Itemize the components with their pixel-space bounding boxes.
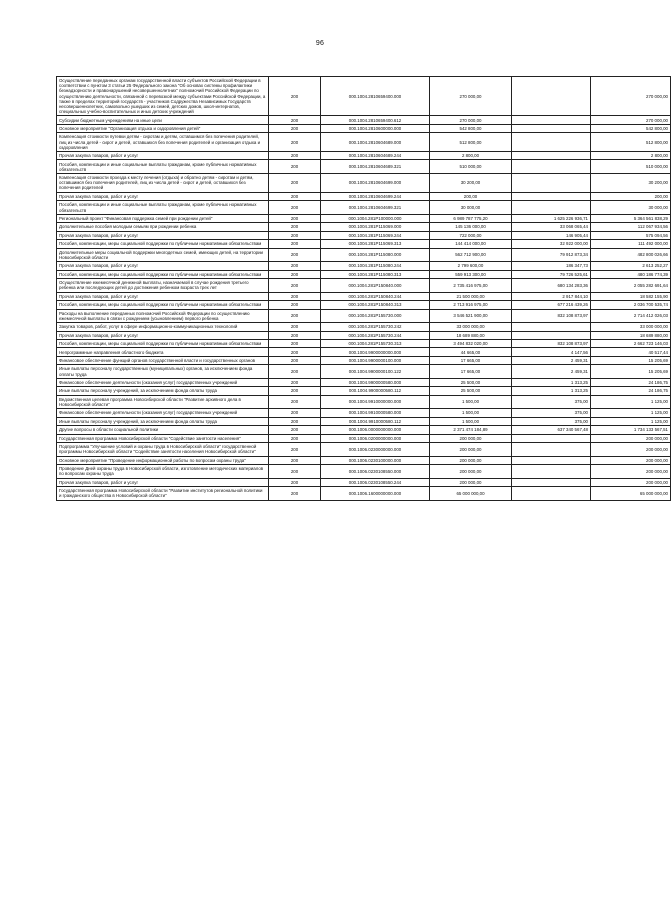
table-row (57, 323, 671, 331)
table-row (57, 331, 671, 339)
row-remaining-cell: 1 125,00 (591, 395, 671, 409)
row-classification-cell: 000.1006.0200000000.000 (321, 434, 430, 442)
row-approved-cell: 510 000,00 (430, 160, 512, 174)
row-code-cell: 200 (269, 465, 321, 479)
row-executed-cell: 79 912 873,34 (512, 248, 591, 262)
row-remaining-cell: 40 517,44 (591, 348, 671, 356)
row-remaining-cell: 18 582 155,90 (591, 292, 671, 300)
row-code-cell: 200 (269, 192, 321, 200)
row-executed-cell (512, 323, 591, 331)
row-classification-cell: 000.1004.9910000580.000 (321, 409, 430, 417)
row-executed-cell (512, 160, 591, 174)
row-remaining-cell: 2 714 412 026,03 (591, 309, 671, 323)
row-executed-cell: 680 134 283,36 (512, 279, 591, 293)
row-classification-cell: 000.1004.281P150840.313 (321, 301, 430, 309)
row-classification-cell: 000.1004.281P115080.313 (321, 270, 430, 278)
table-row (57, 456, 671, 464)
row-executed-cell: 1 625 226 936,71 (512, 214, 591, 222)
row-code-cell: 200 (269, 426, 321, 434)
row-classification-cell: 000.1004.281P115069.244 (321, 231, 430, 239)
row-remaining-cell: 1 125,00 (591, 417, 671, 425)
row-name-cell: Пособия, компенсации, меры социальной поддержки по публичным нормативным обязательствам (57, 301, 269, 309)
row-name-cell: Пособия, компенсации, меры социальной поддержки по публичным нормативным обязательствам (57, 270, 269, 278)
row-remaining-cell: 15 205,69 (591, 365, 671, 379)
table-row (57, 434, 671, 442)
row-remaining-cell: 30 200,00 (591, 174, 671, 193)
table-row (57, 270, 671, 278)
row-approved-cell: 44 665,00 (430, 348, 512, 356)
row-name-cell: Прочая закупка товаров, работ и услуг (57, 262, 269, 270)
table-row (57, 409, 671, 417)
row-classification-cell: 000.1004.2810659400.612 (321, 116, 430, 124)
row-classification-cell: 000.1006.0000000000.000 (321, 426, 430, 434)
row-approved-cell: 200,00 (430, 192, 512, 200)
row-executed-cell: 832 108 873,97 (512, 309, 591, 323)
row-remaining-cell: 1 734 133 567,51 (591, 426, 671, 434)
row-classification-cell: 000.1004.281P115069.313 (321, 240, 430, 248)
row-approved-cell: 200 000,00 (430, 478, 512, 486)
table-row (57, 174, 671, 193)
row-remaining-cell: 15 205,69 (591, 356, 671, 364)
row-code-cell: 200 (269, 487, 321, 501)
row-approved-cell: 33 000 000,00 (430, 323, 512, 331)
table-row (57, 348, 671, 356)
table-row (57, 378, 671, 386)
row-classification-cell: 000.1004.281P155730.313 (321, 339, 430, 347)
row-executed-cell: 677 216 439,26 (512, 301, 591, 309)
row-code-cell: 200 (269, 331, 321, 339)
table-row (57, 292, 671, 300)
row-name-cell: Непрограммные направления областного бюджета (57, 348, 269, 356)
row-name-cell: Дополнительные пособия молодым семьям при рождении ребенка (57, 223, 269, 231)
row-approved-cell: 21 500 000,00 (430, 292, 512, 300)
row-executed-cell (512, 152, 591, 160)
row-approved-cell: 542 800,00 (430, 124, 512, 132)
row-classification-cell: 000.1006.0230108550.000 (321, 465, 430, 479)
row-approved-cell: 200 000,00 (430, 443, 512, 457)
row-code-cell: 200 (269, 77, 321, 116)
row-remaining-cell: 510 000,00 (591, 160, 671, 174)
table-row (57, 301, 671, 309)
row-classification-cell: 000.1006.0230000000.000 (321, 443, 430, 457)
table-row (57, 77, 671, 116)
row-approved-cell: 17 665,00 (430, 356, 512, 364)
row-classification-cell: 000.1004.2810604689.244 (321, 152, 430, 160)
row-name-cell: Иные выплаты персоналу учреждений, за исключением фонда оплаты труда (57, 387, 269, 395)
row-executed-cell: 4 147,56 (512, 348, 591, 356)
row-name-cell: Закупка товаров, работ, услуг в сфере информационно-коммуникационных технологий (57, 323, 269, 331)
row-name-cell: Прочая закупка товаров, работ и услуг (57, 192, 269, 200)
row-executed-cell (512, 478, 591, 486)
row-name-cell: Иные выплаты персоналу учреждений, за исключением фонда оплаты труда (57, 417, 269, 425)
row-code-cell: 200 (269, 124, 321, 132)
table-row (57, 356, 671, 364)
row-name-cell: Другие вопросы в области социальной политики (57, 426, 269, 434)
row-remaining-cell: 542 800,00 (591, 124, 671, 132)
row-classification-cell: 000.1004.281P155730.242 (321, 323, 430, 331)
row-name-cell: Пособия, компенсации, меры социальной поддержки по публичным нормативным обязательствам (57, 339, 269, 347)
row-approved-cell: 559 913 300,00 (430, 270, 512, 278)
row-name-cell: Проведение Дней охраны труда в Новосибирской области, изготовление методических материалов по вопросам охраны труда (57, 465, 269, 479)
row-approved-cell: 3 546 521 900,00 (430, 309, 512, 323)
row-name-cell: Прочая закупка товаров, работ и услуг (57, 292, 269, 300)
row-classification-cell: 000.1004.2810604699.321 (321, 201, 430, 215)
row-remaining-cell: 200,00 (591, 192, 671, 200)
row-remaining-cell: 200 000,00 (591, 465, 671, 479)
table-row (57, 124, 671, 132)
table-row (57, 478, 671, 486)
row-approved-cell: 562 712 900,00 (430, 248, 512, 262)
row-classification-cell: 000.1004.9900000100.122 (321, 365, 430, 379)
row-remaining-cell: 112 067 934,56 (591, 223, 671, 231)
row-code-cell: 200 (269, 248, 321, 262)
row-executed-cell: 146 905,44 (512, 231, 591, 239)
row-remaining-cell: 270 000,00 (591, 77, 671, 116)
row-remaining-cell: 480 186 774,39 (591, 270, 671, 278)
row-name-cell: Прочая закупка товаров, работ и услуг (57, 331, 269, 339)
row-code-cell: 200 (269, 270, 321, 278)
row-code-cell: 200 (269, 395, 321, 409)
table-row (57, 133, 671, 152)
row-code-cell: 200 (269, 292, 321, 300)
row-approved-cell: 2 371 474 184,89 (430, 426, 512, 434)
row-executed-cell (512, 124, 591, 132)
row-name-cell: Прочая закупка товаров, работ и услуг (57, 231, 269, 239)
row-approved-cell: 30 200,00 (430, 174, 512, 193)
row-classification-cell: 000.1004.2810600000.000 (321, 124, 430, 132)
row-name-cell: Компенсация стоимости проезда к месту лечения (отдыха) и обратно детям - сиротам и детям, оставшимся без попечения родителей, лиц из числа детей - сирот и детей, оставшихся без попечения родителей (57, 174, 269, 193)
row-approved-cell: 145 136 000,00 (430, 223, 512, 231)
row-executed-cell (512, 434, 591, 442)
row-code-cell: 200 (269, 378, 321, 386)
row-remaining-cell: 65 000 000,00 (591, 487, 671, 501)
row-executed-cell: 186 347,73 (512, 262, 591, 270)
row-approved-cell: 30 000,00 (430, 201, 512, 215)
row-name-cell: Государственная программа Новосибирской области "Развитие институтов региональной политики и гражданского общества в Новосибирской области" (57, 487, 269, 501)
row-code-cell: 200 (269, 214, 321, 222)
row-code-cell: 200 (269, 240, 321, 248)
row-remaining-cell: 270 000,00 (591, 116, 671, 124)
row-executed-cell (512, 465, 591, 479)
table-row (57, 309, 671, 323)
row-code-cell: 200 (269, 434, 321, 442)
table-row (57, 443, 671, 457)
row-approved-cell: 1 500,00 (430, 409, 512, 417)
row-name-cell: Финансовое обеспечение функций органов государственной власти и государственных органов (57, 356, 269, 364)
row-classification-cell: 000.1004.2810604689.321 (321, 160, 430, 174)
row-approved-cell: 270 000,00 (430, 116, 512, 124)
row-code-cell: 200 (269, 348, 321, 356)
table-row (57, 426, 671, 434)
row-approved-cell: 17 665,00 (430, 365, 512, 379)
row-approved-cell: 1 500,00 (430, 395, 512, 409)
row-code-cell: 200 (269, 133, 321, 152)
row-classification-cell: 000.1004.9900000000.000 (321, 348, 430, 356)
row-approved-cell: 200 000,00 (430, 456, 512, 464)
row-executed-cell (512, 487, 591, 501)
row-code-cell: 200 (269, 409, 321, 417)
table-row (57, 152, 671, 160)
row-executed-cell: 33 068 065,44 (512, 223, 591, 231)
row-executed-cell: 375,00 (512, 395, 591, 409)
row-code-cell: 200 (269, 116, 321, 124)
row-executed-cell (512, 443, 591, 457)
row-remaining-cell: 24 186,75 (591, 378, 671, 386)
row-name-cell: Прочая закупка товаров, работ и услуг (57, 478, 269, 486)
row-executed-cell: 2 459,31 (512, 365, 591, 379)
row-classification-cell: 000.1004.281P155730.244 (321, 331, 430, 339)
table-row (57, 223, 671, 231)
row-code-cell: 200 (269, 223, 321, 231)
row-code-cell: 200 (269, 152, 321, 160)
row-approved-cell: 65 000 000,00 (430, 487, 512, 501)
row-remaining-cell: 200 000,00 (591, 456, 671, 464)
row-remaining-cell: 5 364 561 838,29 (591, 214, 671, 222)
row-code-cell: 200 (269, 262, 321, 270)
table-row (57, 387, 671, 395)
row-executed-cell (512, 456, 591, 464)
row-approved-cell: 2 735 416 975,00 (430, 279, 512, 293)
row-name-cell: Осуществление ежемесячной денежной выплаты, назначаемой в случае рождения третьего ребенка или последующих детей до достижения ребенком возраста трех лет (57, 279, 269, 293)
table-row (57, 339, 671, 347)
row-approved-cell: 6 989 787 775,20 (430, 214, 512, 222)
row-classification-cell: 000.1004.2810604699.000 (321, 174, 430, 193)
row-approved-cell: 2 713 916 975,00 (430, 301, 512, 309)
row-remaining-cell: 2 055 282 691,64 (591, 279, 671, 293)
row-name-cell: Пособия, компенсации, меры социальной поддержки по публичным нормативным обязательствам (57, 240, 269, 248)
row-approved-cell: 200 000,00 (430, 465, 512, 479)
row-executed-cell: 637 340 567,48 (512, 426, 591, 434)
table-row (57, 160, 671, 174)
row-name-cell: Основное мероприятие "Проведение информационной работы по вопросам охраны труда" (57, 456, 269, 464)
row-remaining-cell: 2 036 700 535,74 (591, 301, 671, 309)
table-row (57, 417, 671, 425)
row-name-cell: Ведомственная целевая программа Новосибирской области "Развитие архивного дела в Новосибирской области" (57, 395, 269, 409)
row-name-cell: Финансовое обеспечение деятельности (оказания услуг) государственных учреждений (57, 409, 269, 417)
row-remaining-cell: 200 000,00 (591, 443, 671, 457)
row-name-cell: Подпрограмма "Улучшение условий и охраны труда в Новосибирской области" государственной программы Новосибирской области "Содействие занятости населения Новосибирской области" (57, 443, 269, 457)
row-code-cell: 200 (269, 417, 321, 425)
row-code-cell: 200 (269, 174, 321, 193)
row-executed-cell (512, 174, 591, 193)
row-classification-cell: 000.1004.2810604699.244 (321, 192, 430, 200)
row-name-cell: Пособия, компенсации и иные социальные выплаты гражданам, кроме публичных нормативных обязательств (57, 160, 269, 174)
row-remaining-cell: 33 000 000,00 (591, 323, 671, 331)
row-remaining-cell: 1 125,00 (591, 409, 671, 417)
row-remaining-cell: 2 613 252,27 (591, 262, 671, 270)
row-executed-cell (512, 192, 591, 200)
row-remaining-cell: 482 800 026,66 (591, 248, 671, 262)
row-code-cell: 200 (269, 443, 321, 457)
row-approved-cell: 2 799 600,00 (430, 262, 512, 270)
row-executed-cell (512, 331, 591, 339)
table-row (57, 465, 671, 479)
row-executed-cell: 1 313,25 (512, 378, 591, 386)
row-remaining-cell: 512 800,00 (591, 133, 671, 152)
row-executed-cell (512, 77, 591, 116)
row-name-cell: Компенсация стоимости путевки детям - сиротам и детям, оставшимся без попечения родителей, лиц из числа детей - сирот и детей, оставшихся без попечения родителей и организация отдыха и оздоровления (57, 133, 269, 152)
row-classification-cell: 000.1004.2810659400.000 (321, 77, 430, 116)
row-approved-cell: 18 689 880,00 (430, 331, 512, 339)
row-executed-cell: 375,00 (512, 417, 591, 425)
row-executed-cell: 832 108 873,97 (512, 339, 591, 347)
row-remaining-cell: 30 000,00 (591, 201, 671, 215)
page-number: 96 (315, 40, 325, 47)
row-classification-cell: 000.1004.281P150840.244 (321, 292, 430, 300)
row-remaining-cell: 200 000,00 (591, 434, 671, 442)
row-approved-cell: 3 494 832 020,00 (430, 339, 512, 347)
row-code-cell: 200 (269, 365, 321, 379)
row-name-cell: Пособия, компенсации и иные социальные выплаты гражданам, кроме публичных нормативных обязательств (57, 201, 269, 215)
row-remaining-cell: 200 000,00 (591, 478, 671, 486)
row-remaining-cell: 24 186,75 (591, 387, 671, 395)
row-name-cell: Региональный проект "Финансовая поддержка семей при рождении детей" (57, 214, 269, 222)
row-executed-cell (512, 116, 591, 124)
row-executed-cell: 79 726 525,61 (512, 270, 591, 278)
row-classification-cell: 000.1004.9900000580.000 (321, 378, 430, 386)
row-code-cell: 200 (269, 231, 321, 239)
table-row (57, 201, 671, 215)
row-classification-cell: 000.1006.0230100000.000 (321, 456, 430, 464)
table-row (57, 365, 671, 379)
row-approved-cell: 25 500,00 (430, 387, 512, 395)
row-classification-cell: 000.1006.0230108550.244 (321, 478, 430, 486)
row-approved-cell: 1 500,00 (430, 417, 512, 425)
row-classification-cell: 000.1004.9910000000.000 (321, 395, 430, 409)
row-name-cell: Осуществление переданных органам государственной власти субъектов Российской Федерации в соответствии с пунктом 3 статьи 25 Федерального закона "Об основах системы профилактики безнадзорности и правонарушений несовершеннолетних" полномочий Российской Федерации по осуществлению деятельности, связанной с перевозкой между субъектами Российской Федерации, а также в пределах территорий государств - участников Содружества Независимых Государств несовершеннолетних, самовольно ушедших из семей, детских домов, школ-интернатов, специальных учебно-воспитательных и иных детских учреждений (57, 77, 269, 116)
row-executed-cell: 1 313,25 (512, 387, 591, 395)
row-code-cell: 200 (269, 279, 321, 293)
row-code-cell: 200 (269, 478, 321, 486)
row-remaining-cell: 18 689 880,00 (591, 331, 671, 339)
row-name-cell: Прочая закупка товаров, работ и услуг (57, 152, 269, 160)
row-approved-cell: 512 800,00 (430, 133, 512, 152)
row-classification-cell: 000.1004.2810604689.000 (321, 133, 430, 152)
row-approved-cell: 25 500,00 (430, 378, 512, 386)
row-remaining-cell: 2 800,00 (591, 152, 671, 160)
row-code-cell: 200 (269, 201, 321, 215)
row-name-cell: Субсидии бюджетным учреждениям на иные цели (57, 116, 269, 124)
row-approved-cell: 270 000,00 (430, 77, 512, 116)
row-classification-cell: 000.1004.281P115080.244 (321, 262, 430, 270)
row-code-cell: 200 (269, 309, 321, 323)
row-executed-cell: 2 917 844,10 (512, 292, 591, 300)
row-name-cell: Иные выплаты персоналу государственных (муниципальных) органов, за исключением фонда оплаты труда (57, 365, 269, 379)
row-classification-cell: 000.1004.281P100000.000 (321, 214, 430, 222)
row-classification-cell: 000.1004.281P155730.000 (321, 309, 430, 323)
table-row (57, 231, 671, 239)
row-classification-cell: 000.1004.281P115069.000 (321, 223, 430, 231)
row-classification-cell: 000.1004.281P150840.000 (321, 279, 430, 293)
row-name-cell: Дополнительные меры социальной поддержки многодетных семей, имеющих детей, на территории Новосибирской области (57, 248, 269, 262)
row-classification-cell: 000.1004.9910000580.112 (321, 417, 430, 425)
row-executed-cell (512, 133, 591, 152)
row-code-cell: 200 (269, 323, 321, 331)
row-approved-cell: 2 800,00 (430, 152, 512, 160)
table-row (57, 262, 671, 270)
row-classification-cell: 000.1004.9900000580.112 (321, 387, 430, 395)
row-code-cell: 200 (269, 301, 321, 309)
row-code-cell: 200 (269, 356, 321, 364)
row-executed-cell: 2 459,31 (512, 356, 591, 364)
row-remaining-cell: 111 492 000,00 (591, 240, 671, 248)
table-row (57, 240, 671, 248)
row-name-cell: Государственная программа Новосибирской области "Содействие занятости населения" (57, 434, 269, 442)
row-classification-cell: 000.1004.281P115080.000 (321, 248, 430, 262)
budget-table (56, 76, 671, 501)
row-executed-cell: 32 922 000,00 (512, 240, 591, 248)
row-name-cell: Расходы на выполнение переданных полномочий Российской Федерации по осуществлению ежемесячной выплаты в связи с рождением (усыновлением) первого ребенка (57, 309, 269, 323)
table-row (57, 395, 671, 409)
table-row (57, 248, 671, 262)
row-code-cell: 200 (269, 160, 321, 174)
row-approved-cell: 722 000,00 (430, 231, 512, 239)
table-row (57, 192, 671, 200)
table-row (57, 116, 671, 124)
row-code-cell: 200 (269, 387, 321, 395)
row-name-cell: Финансовое обеспечение деятельности (оказания услуг) государственных учреждений (57, 378, 269, 386)
row-remaining-cell: 2 662 723 146,03 (591, 339, 671, 347)
row-classification-cell: 000.1006.1600000000.000 (321, 487, 430, 501)
row-remaining-cell: 575 094,56 (591, 231, 671, 239)
table-row (57, 279, 671, 293)
row-classification-cell: 000.1004.9900000100.000 (321, 356, 430, 364)
row-name-cell: Основное мероприятие "Организация отдыха и оздоровления детей" (57, 124, 269, 132)
table-row (57, 214, 671, 222)
row-approved-cell: 200 000,00 (430, 434, 512, 442)
row-code-cell: 200 (269, 456, 321, 464)
row-executed-cell: 375,00 (512, 409, 591, 417)
row-executed-cell (512, 201, 591, 215)
row-approved-cell: 144 414 000,00 (430, 240, 512, 248)
row-code-cell: 200 (269, 339, 321, 347)
table-row (57, 487, 671, 501)
